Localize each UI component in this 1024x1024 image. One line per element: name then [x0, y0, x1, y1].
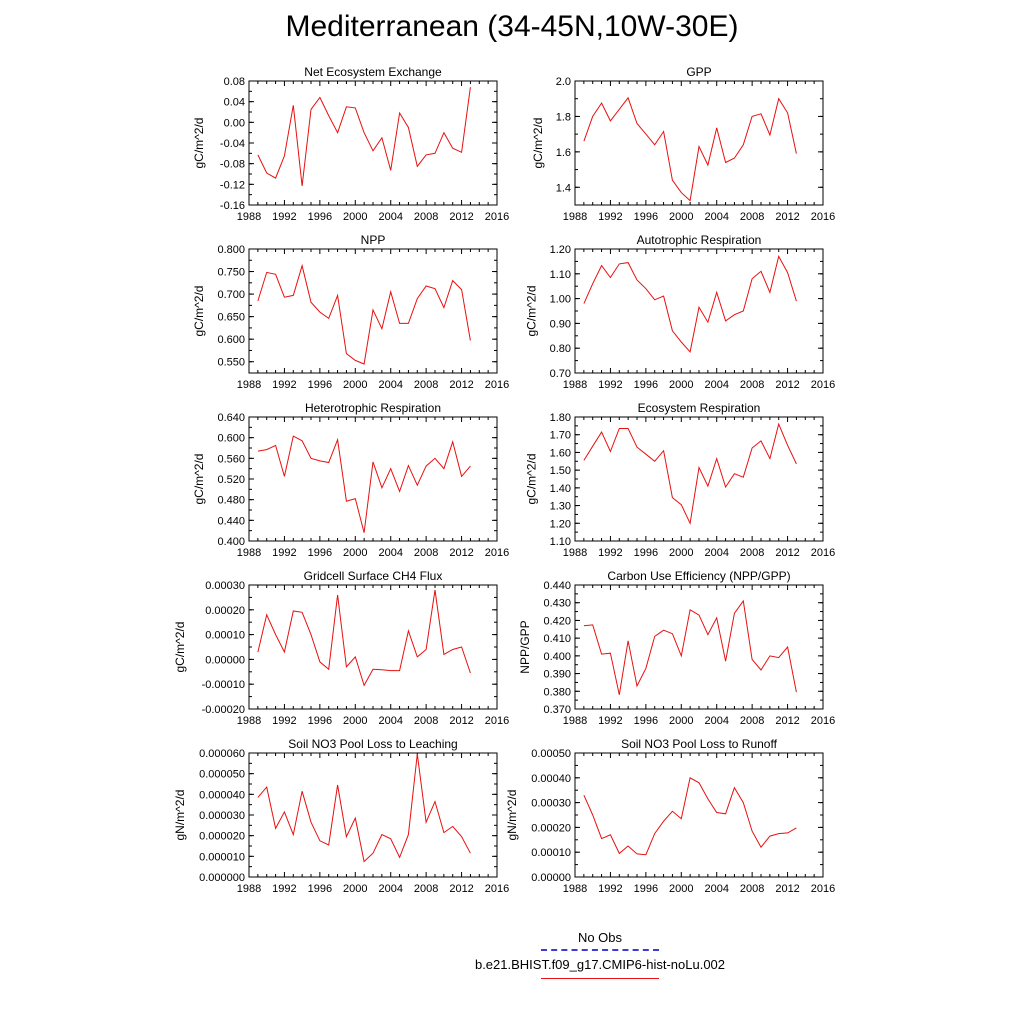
- x-tick-label: 1988: [562, 715, 588, 727]
- y-tick-label: 0.00000: [205, 654, 245, 667]
- x-tick-label: 2004: [378, 883, 403, 895]
- x-tick-label: 2016: [810, 379, 836, 391]
- x-tick-label: 2016: [484, 883, 510, 895]
- chart-panel: [524, 233, 835, 391]
- x-tick-label: 2012: [775, 715, 800, 727]
- y-axis-label: gC/m^2/d: [524, 285, 539, 337]
- x-tick-label: 2004: [378, 715, 403, 727]
- x-tick-label: 2016: [810, 211, 836, 223]
- y-tick-label: 1.20: [549, 244, 571, 256]
- x-tick-label: 2000: [669, 883, 694, 895]
- x-tick-label: 2004: [378, 547, 403, 559]
- y-axis-label: gC/m^2/d: [192, 117, 206, 169]
- x-tick-label: 1996: [633, 883, 659, 895]
- y-tick-label: 1.6: [555, 146, 571, 159]
- series-line: [258, 87, 471, 186]
- x-tick-label: 1996: [633, 211, 659, 223]
- x-tick-label: 2004: [704, 883, 729, 895]
- series-line: [584, 256, 797, 352]
- x-tick-label: 2012: [775, 547, 800, 559]
- x-tick-label: 1996: [633, 547, 659, 559]
- x-tick-label: 2008: [413, 715, 439, 727]
- panel-title: Carbon Use Efficiency (NPP/GPP): [607, 569, 791, 583]
- y-axis-label: gC/m^2/d: [530, 117, 545, 169]
- y-tick-label: -0.00020: [201, 704, 245, 716]
- y-tick-label: 0.000000: [199, 872, 245, 884]
- y-tick-label: 1.60: [549, 447, 571, 460]
- y-tick-label: -0.00010: [201, 679, 245, 692]
- series-line: [258, 754, 471, 862]
- y-axis-label: gN/m^2/d: [505, 789, 520, 841]
- panel-title: Heterotrophic Respiration: [304, 401, 442, 415]
- x-tick-label: 2016: [810, 547, 836, 559]
- x-tick-label: 1992: [598, 379, 623, 391]
- y-tick-label: 0.00040: [531, 772, 571, 785]
- x-tick-label: 2008: [413, 883, 439, 895]
- y-tick-label: 1.20: [549, 518, 571, 531]
- x-tick-label: 2016: [810, 883, 836, 895]
- x-tick-label: 1988: [236, 379, 262, 391]
- y-tick-label: 1.70: [549, 429, 571, 442]
- y-tick-label: 1.30: [549, 500, 571, 513]
- y-tick-label: 0.70: [549, 368, 571, 380]
- series-line: [584, 424, 797, 523]
- y-tick-label: -0.04: [219, 138, 245, 150]
- legend-obs-line: [541, 949, 659, 951]
- y-tick-label: 2.0: [555, 76, 571, 88]
- y-tick-label: 0.600: [217, 334, 245, 347]
- x-tick-label: 1988: [236, 211, 262, 223]
- y-tick-label: 1.10: [549, 268, 571, 281]
- x-tick-label: 2012: [449, 211, 474, 223]
- y-tick-label: 0.480: [217, 494, 245, 507]
- y-tick-label: 0.00030: [531, 797, 571, 810]
- x-tick-label: 2000: [343, 883, 368, 895]
- y-tick-label: 0.00010: [531, 847, 571, 860]
- panel-title: Ecosystem Respiration: [637, 401, 761, 415]
- x-tick-label: 2016: [484, 715, 510, 727]
- x-tick-label: 2000: [669, 211, 694, 223]
- x-tick-label: 1992: [598, 547, 623, 559]
- x-tick-label: 1992: [598, 883, 623, 895]
- panel-title: Gridcell Surface CH4 Flux: [303, 569, 443, 583]
- x-tick-label: 2004: [704, 211, 729, 223]
- y-tick-label: 0.00050: [531, 748, 571, 760]
- x-tick-label: 2004: [704, 715, 729, 727]
- x-tick-label: 2008: [739, 379, 765, 391]
- y-tick-label: 1.8: [555, 111, 571, 124]
- y-tick-label: 0.380: [543, 686, 571, 699]
- x-tick-label: 1996: [307, 547, 333, 559]
- y-tick-label: 0.000040: [199, 789, 245, 802]
- x-tick-label: 2008: [739, 883, 765, 895]
- x-tick-label: 1992: [272, 547, 297, 559]
- chart-panel: [505, 737, 835, 895]
- x-tick-label: 2008: [413, 211, 439, 223]
- x-tick-label: 1996: [633, 715, 659, 727]
- x-tick-label: 1988: [236, 547, 262, 559]
- x-tick-label: 1992: [272, 883, 297, 895]
- x-tick-label: 1988: [562, 883, 588, 895]
- x-tick-label: 1988: [562, 547, 588, 559]
- y-tick-label: 0.000030: [199, 810, 245, 822]
- x-tick-label: 2008: [739, 211, 765, 223]
- y-tick-label: 0.750: [217, 266, 245, 279]
- x-tick-label: 2000: [669, 379, 694, 391]
- panel-title: Autotrophic Respiration: [636, 233, 762, 247]
- figure-title: Mediterranean (34-45N,10W-30E): [285, 10, 739, 43]
- y-tick-label: 0.390: [543, 668, 571, 681]
- x-tick-label: 1992: [272, 715, 297, 727]
- chart-panel: [531, 65, 835, 223]
- y-tick-label: 0.00010: [205, 629, 245, 642]
- x-tick-label: 2016: [484, 211, 510, 223]
- y-tick-label: 0.400: [543, 650, 571, 663]
- y-tick-label: 1.00: [549, 293, 571, 306]
- y-tick-label: -0.08: [219, 158, 245, 171]
- x-tick-label: 2004: [378, 379, 403, 391]
- y-tick-label: 1.80: [549, 412, 571, 424]
- y-tick-label: 0.550: [217, 356, 245, 369]
- x-tick-label: 2012: [449, 379, 474, 391]
- x-tick-label: 1992: [598, 211, 623, 223]
- chart-panel: [192, 233, 509, 391]
- y-tick-label: 0.04: [223, 96, 245, 109]
- x-tick-label: 1996: [307, 883, 333, 895]
- x-tick-label: 2012: [449, 715, 474, 727]
- legend: [400, 930, 800, 979]
- x-tick-label: 2000: [343, 715, 368, 727]
- y-tick-label: 0.00020: [531, 822, 571, 835]
- panel-title: Soil NO3 Pool Loss to Runoff: [621, 737, 777, 751]
- x-tick-label: 2016: [810, 715, 836, 727]
- x-tick-label: 2008: [413, 379, 439, 391]
- legend-model-label: b.e21.BHIST.f09_g17.CMIP6-hist-noLu.002: [474, 957, 726, 972]
- panel-title: Net Ecosystem Exchange: [304, 65, 442, 79]
- y-tick-label: 0.000060: [199, 748, 245, 760]
- y-axis-label: gC/m^2/d: [524, 453, 539, 505]
- y-axis-label: gN/m^2/d: [172, 789, 187, 841]
- x-tick-label: 1988: [236, 715, 262, 727]
- series-line: [584, 98, 797, 201]
- legend-model-line: [541, 978, 659, 979]
- chart-panel: [173, 569, 509, 727]
- y-tick-label: 0.00: [223, 117, 245, 130]
- y-tick-label: 0.370: [543, 704, 571, 716]
- x-tick-label: 2008: [739, 547, 765, 559]
- y-tick-label: 0.700: [217, 289, 245, 302]
- y-tick-label: 0.420: [543, 615, 571, 628]
- x-tick-label: 2004: [378, 211, 403, 223]
- x-tick-label: 2012: [775, 211, 800, 223]
- x-tick-label: 2008: [413, 547, 439, 559]
- plot-frame: [575, 81, 823, 205]
- y-tick-label: -0.12: [219, 179, 245, 192]
- y-axis-label: gC/m^2/d: [192, 285, 206, 337]
- plot-frame: [575, 249, 823, 373]
- x-tick-label: 2008: [739, 715, 765, 727]
- y-axis-label: gC/m^2/d: [192, 453, 206, 505]
- x-tick-label: 1988: [562, 379, 588, 391]
- plot-frame: [249, 417, 497, 541]
- y-tick-label: 0.600: [217, 432, 245, 445]
- y-tick-label: 0.000020: [199, 830, 245, 843]
- y-tick-label: 0.440: [217, 515, 245, 528]
- y-tick-label: 0.560: [217, 453, 245, 466]
- panel-title: NPP: [360, 233, 386, 247]
- legend-obs-label: No Obs: [577, 930, 623, 945]
- series-line: [258, 436, 471, 533]
- y-tick-label: 0.00020: [205, 604, 245, 617]
- plot-frame: [249, 753, 497, 877]
- y-axis-label: gC/m^2/d: [172, 621, 187, 673]
- x-tick-label: 2000: [343, 211, 368, 223]
- y-tick-label: 0.410: [543, 633, 571, 646]
- y-tick-label: 1.4: [555, 182, 571, 195]
- y-axis-label: NPP/GPP: [518, 620, 532, 674]
- chart-panel: [192, 401, 509, 559]
- y-tick-label: 0.640: [217, 412, 245, 424]
- y-tick-label: 0.000050: [199, 768, 245, 781]
- series-line: [258, 590, 471, 685]
- chart-panel: [192, 65, 509, 223]
- y-tick-label: 1.40: [549, 482, 571, 495]
- series-line: [258, 266, 471, 364]
- series-line: [584, 601, 797, 695]
- y-tick-label: 0.000010: [199, 851, 245, 864]
- x-tick-label: 1992: [598, 715, 623, 727]
- x-tick-label: 2000: [343, 379, 368, 391]
- panel-title: GPP: [686, 65, 712, 79]
- plot-frame: [575, 585, 823, 709]
- x-tick-label: 1988: [236, 883, 262, 895]
- x-tick-label: 2012: [449, 547, 474, 559]
- x-tick-label: 1992: [272, 379, 297, 391]
- series-line: [584, 778, 797, 855]
- x-tick-label: 1996: [307, 211, 333, 223]
- x-tick-label: 2016: [484, 547, 510, 559]
- y-tick-label: -0.16: [219, 200, 245, 212]
- y-tick-label: 0.430: [543, 597, 571, 610]
- x-tick-label: 1996: [307, 715, 333, 727]
- chart-panel: [524, 401, 835, 559]
- y-tick-label: 0.80: [549, 343, 571, 356]
- y-tick-label: 0.650: [217, 311, 245, 324]
- x-tick-label: 2004: [704, 379, 729, 391]
- y-tick-label: 0.800: [217, 244, 245, 256]
- x-tick-label: 1996: [307, 379, 333, 391]
- plot-frame: [575, 753, 823, 877]
- y-tick-label: 0.08: [223, 76, 245, 88]
- y-tick-label: 0.00030: [205, 580, 245, 592]
- x-tick-label: 2012: [449, 883, 474, 895]
- x-tick-label: 2012: [775, 379, 800, 391]
- y-tick-label: 0.90: [549, 318, 571, 331]
- chart-panel: [173, 737, 509, 895]
- x-tick-label: 2000: [669, 715, 694, 727]
- x-tick-label: 2000: [669, 547, 694, 559]
- plot-frame: [575, 417, 823, 541]
- chart-panel: [518, 569, 835, 727]
- y-tick-label: 0.00000: [531, 872, 571, 884]
- y-tick-label: 0.400: [217, 536, 245, 548]
- x-tick-label: 2016: [484, 379, 510, 391]
- x-tick-label: 1996: [633, 379, 659, 391]
- y-tick-label: 1.10: [549, 536, 571, 548]
- x-tick-label: 2012: [775, 883, 800, 895]
- y-tick-label: 0.440: [543, 580, 571, 592]
- panel-title: Soil NO3 Pool Loss to Leaching: [288, 737, 458, 751]
- x-tick-label: 2004: [704, 547, 729, 559]
- x-tick-label: 1988: [562, 211, 588, 223]
- y-tick-label: 0.520: [217, 474, 245, 486]
- x-tick-label: 2000: [343, 547, 368, 559]
- y-tick-label: 1.50: [549, 465, 571, 478]
- x-tick-label: 1992: [272, 211, 297, 223]
